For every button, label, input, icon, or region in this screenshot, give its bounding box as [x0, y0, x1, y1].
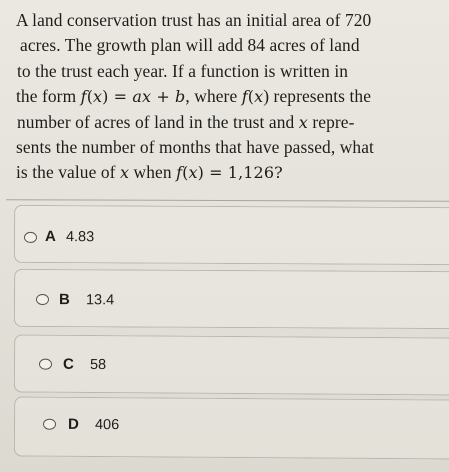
question-line-6: sents the number of months that have passed, what — [16, 137, 374, 158]
choice-value: 406 — [94, 417, 120, 434]
question-line-4 — [16, 84, 441, 109]
question-text-segment: ) represents the — [263, 86, 372, 107]
question-line-3: to the trust each year. If a function is written in — [17, 60, 349, 81]
paren-open: ( — [247, 87, 255, 107]
answer-choice-b[interactable] — [14, 269, 449, 329]
answer-choice-c[interactable] — [14, 334, 449, 395]
question-text-segment: , where — [185, 86, 242, 107]
question-line-2: acres. The growth plan will add 84 acres of land — [20, 35, 360, 56]
answer-choice-a[interactable] — [14, 205, 449, 265]
question-line-1: A land conservation trust has an initial area of 720 — [16, 10, 372, 30]
term-ax: ax — [132, 87, 152, 107]
variable-x: x — [298, 112, 308, 132]
question-line-7 — [16, 160, 441, 185]
radio-button-icon[interactable] — [43, 419, 56, 430]
paren-open: ( — [86, 87, 94, 107]
plus-sign: + — [151, 87, 176, 107]
function-symbol: f — [241, 87, 248, 107]
choice-value: 4.83 — [65, 229, 95, 246]
question-line-5 — [17, 110, 441, 135]
variable-x: x — [93, 87, 103, 107]
question-text-segment: repre- — [307, 111, 355, 132]
equals-sign: ) = — [102, 87, 133, 107]
question-text-segment: is the value of — [16, 162, 120, 183]
choice-letter: A — [44, 228, 56, 246]
radio-button-icon[interactable] — [36, 294, 49, 305]
answer-choice-d[interactable] — [14, 396, 449, 459]
paren-open: ( — [182, 163, 189, 183]
question-text-segment: the form — [16, 86, 81, 107]
radio-button-icon[interactable] — [39, 359, 52, 370]
choice-value: 58 — [89, 356, 107, 374]
choice-value: 13.4 — [85, 292, 115, 309]
question-divider — [6, 199, 449, 202]
variable-x: x — [119, 163, 130, 183]
variable-x: x — [188, 163, 198, 183]
question-text-segment: ) = 1,126? — [197, 163, 283, 183]
question-text-segment: number of acres of land in the trust and — [17, 111, 299, 132]
variable-b: b — [175, 87, 186, 107]
choice-letter: B — [58, 291, 70, 309]
question-text — [16, 8, 441, 186]
choice-letter: C — [62, 355, 74, 373]
radio-button-icon[interactable] — [24, 232, 37, 243]
function-symbol: f — [80, 87, 87, 107]
variable-x: x — [254, 87, 264, 107]
function-symbol: f — [176, 163, 183, 183]
question-text-segment: when — [129, 162, 177, 183]
choice-letter: D — [67, 415, 79, 433]
